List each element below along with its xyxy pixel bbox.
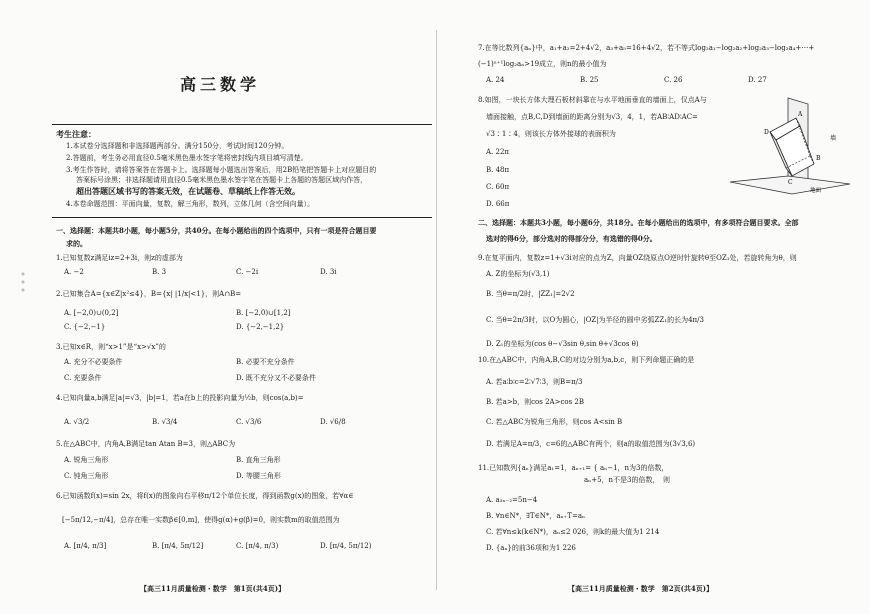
page-divider xyxy=(436,30,437,590)
q11-option-d: D. {aₙ}的前36项和为1 226 xyxy=(486,544,576,552)
notice-item-3: 3.考生作答时，请将答案答在答题卡上。选择题每小题选出答案后，用2B铅笔把答题卡上对应题目的 xyxy=(66,166,377,174)
q4-option-b: B. √3/4 xyxy=(152,418,178,426)
q5-stem: 5.在△ABC中，内角A,B满足tan Atan B=3，则△ABC为 xyxy=(56,440,236,448)
q10-option-a: A. 若a∶b∶c=2∶√7∶3，则B=π/3 xyxy=(486,378,583,386)
q10-option-c: C. 若△ABC为锐角三角形，则cos A<sin B xyxy=(486,418,623,426)
q3-option-b: B. 必要不充分条件 xyxy=(236,358,295,366)
q11-stem-2: aₙ+5，n不是3的倍数， 则 xyxy=(584,476,670,484)
q1-option-a: A. −2 xyxy=(64,268,84,276)
notice-item-2: 2.答题前，考生务必用直径0.5毫米黑色墨水签字笔将密封线内项目填写清楚。 xyxy=(66,154,308,162)
q9-option-b: B. 当θ=π/2时，|ZZ₁|=2√2 xyxy=(486,290,575,298)
right-page xyxy=(438,0,870,614)
figure-label-a: A xyxy=(798,111,803,118)
q6-option-d: D. [π/4, 5π/12) xyxy=(320,542,372,550)
marble-slab-figure xyxy=(730,96,850,198)
page-title: 高三数学 xyxy=(180,75,261,94)
figure-label-c: C xyxy=(788,179,793,186)
q6-stem-2: [−5π/12,−π/4]，总存在唯一实数β∈[0,m]，使得g(α)+g(β)=0，则实数m的取值范围为 xyxy=(62,516,340,524)
q4-option-d: D. √6/8 xyxy=(320,418,346,426)
q3-option-d: D. 既不充分又不必要条件 xyxy=(236,374,316,382)
q1-option-b: B. 3 xyxy=(152,268,167,276)
section2-header-2: 选对的得6分，部分选对的得部分分，有选错的得0分。 xyxy=(486,234,657,243)
q2-option-b: B. [−2,0)∪[1,2] xyxy=(236,309,291,317)
q10-stem: 10.在△ABC中，内角A,B,C的对边分别为a,b,c，则下列命题正确的是 xyxy=(478,356,695,364)
q3-option-a: A. 充分不必要条件 xyxy=(64,358,123,366)
q2-option-d: D. {−2,−1,2} xyxy=(236,323,285,331)
figure-label-wall: 墙 xyxy=(830,135,837,142)
q1-option-c: C. −2i xyxy=(236,268,259,276)
q9-option-d: D. Z₁的坐标为(cos θ−√3sin θ,sin θ+√3cos θ) xyxy=(486,340,639,348)
q5-option-d: D. 等腰三角形 xyxy=(236,472,281,480)
q7-option-a: A. 24 xyxy=(486,76,505,84)
q9-option-a: A. Z的坐标为(√3,1) xyxy=(486,270,550,278)
q3-option-c: C. 充要条件 xyxy=(64,374,102,382)
q9-option-c: C. 当θ=2π/3时，以O为圆心，|OZ|为半径的圆中劣弧ZZ₁的长为4π/3 xyxy=(486,316,704,324)
q8-option-a: A. 22π xyxy=(486,148,510,156)
notice-item-3b: 答案标号涂黑；非选择题请用直径0.5毫米黑色墨水签字笔在答题卡上各题的答题区域内作答， xyxy=(76,176,368,184)
q9-stem: 9.在复平面内，复数z=1+√3i对应的点为Z，向量OZ绕原点O逆时针旋转θ至OZ₁处，若旋转角为θ，则 xyxy=(478,254,797,262)
q7-stem: 7.在等比数列{aₙ}中，a₁+a₂=2+4√2，a₃+a₅=16+4√2，若不等式log₂a₁−log₂a₂+log₂a₃−log₂a₄+⋯+ xyxy=(478,44,815,52)
q5-option-a: A. 锐角三角形 xyxy=(64,456,109,464)
notice-item-1: 1.本试卷分选择题和非选择题两部分。满分150分，考试时间120分钟。 xyxy=(66,142,289,150)
q11-stem: 11.已知数列{aₙ}满足a₁=1，aₙ₊₁= { aₙ−1，n为3的倍数， xyxy=(478,464,669,472)
q5-option-b: B. 直角三角形 xyxy=(236,456,281,464)
q10-option-d: D. 若满足A=π/3，c=6的△ABC有两个，则a的取值范围为(3√3,6) xyxy=(486,440,696,448)
q1-option-d: D. 3i xyxy=(320,268,337,276)
q11-option-c: C. 若∀n≤k(k∈N*)，aₙ≤2 026，则k的最大值为1 214 xyxy=(486,528,660,536)
q8-stem-2: 墙面接触，点B,C,D到墙面的距离分别为√3，4，1，若AB∶AD∶AC= xyxy=(486,113,698,121)
binding-dots xyxy=(18,270,28,294)
figure-label-b: B xyxy=(816,155,821,162)
notice-item-4: 4.本卷命题范围：平面向量，复数，解三角形，数列，立体几何（含空间向量）。 xyxy=(66,200,315,208)
q2-stem: 2.已知集合A={x∈Z|x²≤4}，B={x| |1/x|<1}，则A∩B= xyxy=(56,290,242,298)
q2-option-c: C. {−2,−1} xyxy=(64,323,106,331)
q4-stem: 4.已知向量a,b满足|a|=√3，|b|=1，若a在b上的投影向量为½b，则cos⟨a,b⟩= xyxy=(56,394,304,402)
footer-right: 【高三11月质量检测・数学 第2页(共4页)】 xyxy=(568,584,714,593)
notice-heading: 考生注意： xyxy=(56,130,96,139)
q6-stem: 6.已知函数f(x)=sin 2x，将f(x)的图象向右平移π/12个单位长度，得到函数g(x)的图象，若∀α∈ xyxy=(56,492,354,500)
q3-stem: 3.已知x∈R，则“x>1”是“x>√x”的 xyxy=(56,343,166,351)
q4-option-a: A. √3/2 xyxy=(64,418,90,426)
section2-header: 二、选择题：本题共3小题，每小题6分，共18分。在每小题给出的选项中，有多项符合题目要求。全部 xyxy=(478,218,799,227)
q2-option-a: A. [−2,0)∪(0,2] xyxy=(64,309,119,317)
figure-label-ground: 地面 xyxy=(810,188,822,194)
q7-option-d: D. 27 xyxy=(748,76,767,84)
q6-option-b: B. [π/4, 5π/12] xyxy=(152,542,204,550)
q5-option-c: C. 钝角三角形 xyxy=(64,472,109,480)
q7-option-c: C. 26 xyxy=(664,76,683,84)
q11-option-b: B. ∀n∈N*，∃T∈N*，aₙ₊T=aₙ xyxy=(486,512,586,520)
q11-option-a: A. a₃ₙ₋₂=5n−4 xyxy=(486,496,538,504)
q6-option-c: C. [π/4, π/3) xyxy=(236,542,279,550)
figure-label-d: D xyxy=(764,129,769,136)
section1-header-2: 求的。 xyxy=(66,239,87,248)
q8-option-b: B. 48π xyxy=(486,166,510,174)
q8-option-d: D. 66π xyxy=(486,200,510,208)
q10-option-b: B. 若a>b，则cos 2A>cos 2B xyxy=(486,398,584,406)
section1-header: 一、选择题：本题共8小题，每小题5分，共40分。在每小题给出的四个选项中，只有一项是符合题目要 xyxy=(56,226,377,235)
q6-option-a: A. [π/4, π/3] xyxy=(64,542,107,550)
q7-option-b: B. 25 xyxy=(580,76,599,84)
footer-left: 【高三11月质量检测・数学 第1页(共4页)】 xyxy=(140,584,286,593)
q4-option-c: C. √3/6 xyxy=(236,418,262,426)
notice-item-3c: 超出答题区域书写的答案无效，在试题卷、草稿纸上作答无效。 xyxy=(76,187,300,196)
q8-stem: 8.如图，一块长方体大理石板材斜靠在与水平地面垂直的墙面上，仅点A与 xyxy=(478,96,707,104)
q8-stem-3: √3∶1∶4，则该长方体外接球的表面积为 xyxy=(486,130,616,138)
q1-stem: 1.已知复数z满足iz=2+3i，则z的虚部为 xyxy=(56,254,183,262)
q8-option-c: C. 60π xyxy=(486,183,510,191)
q7-stem-2: (−1)ⁿ⁺¹log₂aₙ>19成立，则n的最小值为 xyxy=(478,60,607,68)
